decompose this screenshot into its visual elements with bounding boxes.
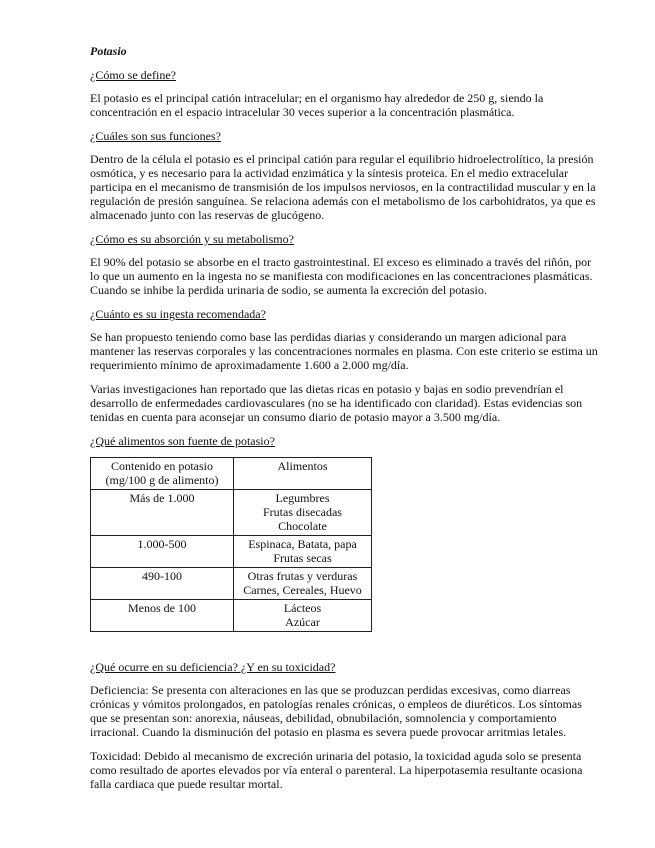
table-row: [91, 536, 372, 568]
paragraph-definition: El potasio es el principal catión intracelular; en el organismo hay alrededor de 250 g, siendo la concentración en el espacio intracelular 30 veces superior a la concentración plasmática.: [90, 91, 544, 119]
paragraph-deficiency: Deficiencia: Se presenta con alteraciones en las que se produzcan perdidas excesivas, como diarreas crónicas y vómitos prolongados, en patologías renales crónicas, o empleos de diuréticos. Los síntomas que se presentan son: anorexia, náuseas, debilidad, obnubilación, somnolencia y comportamiento irracional. Cuando la disminución del potasio en plasma es severa puede provocar arritmias letales.: [90, 683, 582, 739]
table-header-row: [91, 458, 372, 490]
table-cell-content: Menos de 100: [91, 600, 234, 632]
table-cell-foods: [234, 600, 372, 632]
food-item: Azúcar: [285, 615, 320, 629]
food-item: Frutas secas: [273, 551, 332, 565]
paragraph-intake-1: Se han propuesto teniendo como base las perdidas diarias y considerando un margen adicional para mantener las reservas corporales y las concentraciones normales en plasma. Con este criterio se estima un requerimiento mínimo de aproximadamente 1.600 a 2.000 mg/día.: [90, 330, 598, 372]
heading-definition: ¿Cómo se define?: [90, 68, 176, 82]
table-cell-foods: [234, 568, 372, 600]
heading-absorption: ¿Cómo es su absorción y su metabolismo?: [90, 232, 294, 246]
table-cell-content: 1.000-500: [91, 536, 234, 568]
food-item: Otras frutas y verduras: [247, 569, 358, 583]
table-cell-content: 490-100: [91, 568, 234, 600]
food-item: Lácteos: [283, 601, 322, 615]
table-cell-foods: [234, 536, 372, 568]
heading-deficiency-toxicity: ¿Qué ocurre en su deficiencia? ¿Y en su toxicidad?: [90, 660, 336, 674]
document-title: Potasio: [90, 44, 127, 58]
document-page: [90, 44, 602, 801]
table-body: [91, 490, 372, 632]
food-item: Espinaca, Batata, papa: [248, 537, 357, 551]
food-item: Chocolate: [278, 519, 327, 533]
table-header-foods: Alimentos: [234, 458, 372, 490]
paragraph-toxicity: Toxicidad: Debido al mecanismo de excreción urinaria del potasio, la toxicidad aguda solo se presenta como resultado de aportes elevados por vía enteral o parenteral. La hiperpotasemia resultante ocasiona falla cardiaca que puede resultar mortal.: [90, 749, 583, 791]
table-row: [91, 568, 372, 600]
table-row: [91, 490, 372, 536]
potassium-foods-table: [90, 457, 372, 632]
table-header-content: Contenido en potasio (mg/100 g de alimento): [91, 458, 234, 490]
food-item: Frutas disecadas: [263, 505, 342, 519]
heading-foods: ¿Qué alimentos son fuente de potasio?: [90, 434, 275, 448]
table-cell-content: Más de 1.000: [91, 490, 234, 536]
table-cell-foods: [234, 490, 372, 536]
paragraph-intake-2: Varias investigaciones han reportado que las dietas ricas en potasio y bajas en sodio prevendrían el desarrollo de enfermedades cardiovasculares (no se ha identificado con claridad). Estas evidencias son tenidas en cuenta para aconsejar un consumo diario de potasio mayor a 3.500 mg/día.: [90, 382, 583, 424]
food-item: Legumbres: [275, 491, 330, 505]
food-item: Carnes, Cereales, Huevo: [243, 583, 362, 597]
heading-functions: ¿Cuáles son sus funciones?: [90, 129, 221, 143]
heading-intake: ¿Cuánto es su ingesta recomendada?: [90, 307, 266, 321]
paragraph-absorption: El 90% del potasio se absorbe en el tracto gastrointestinal. El exceso es eliminado a través del riñón, por lo que un aumento en la ingesta no se manifiesta con modificaciones en las concentraciones plasmáticas. Cuando se inhibe la perdida urinaria de sodio, se aumenta la excreción del potasio.: [90, 255, 593, 297]
paragraph-functions: Dentro de la célula el potasio es el principal catión para regular el equilibrio hidroelectrolítico, la presión osmótica, y es necesario para la actividad enzimática y la síntesis proteica. En el medio extracelular participa en el mecanismo de transmisión de los impulsos nerviosos, en la contractilidad muscular y en la regulación de presión sanguínea. Se relaciona además con el metabolismo de los carbohidratos, ya que es almacenado junto con las reservas de glucógeno.: [90, 152, 596, 222]
table-row: [91, 600, 372, 632]
